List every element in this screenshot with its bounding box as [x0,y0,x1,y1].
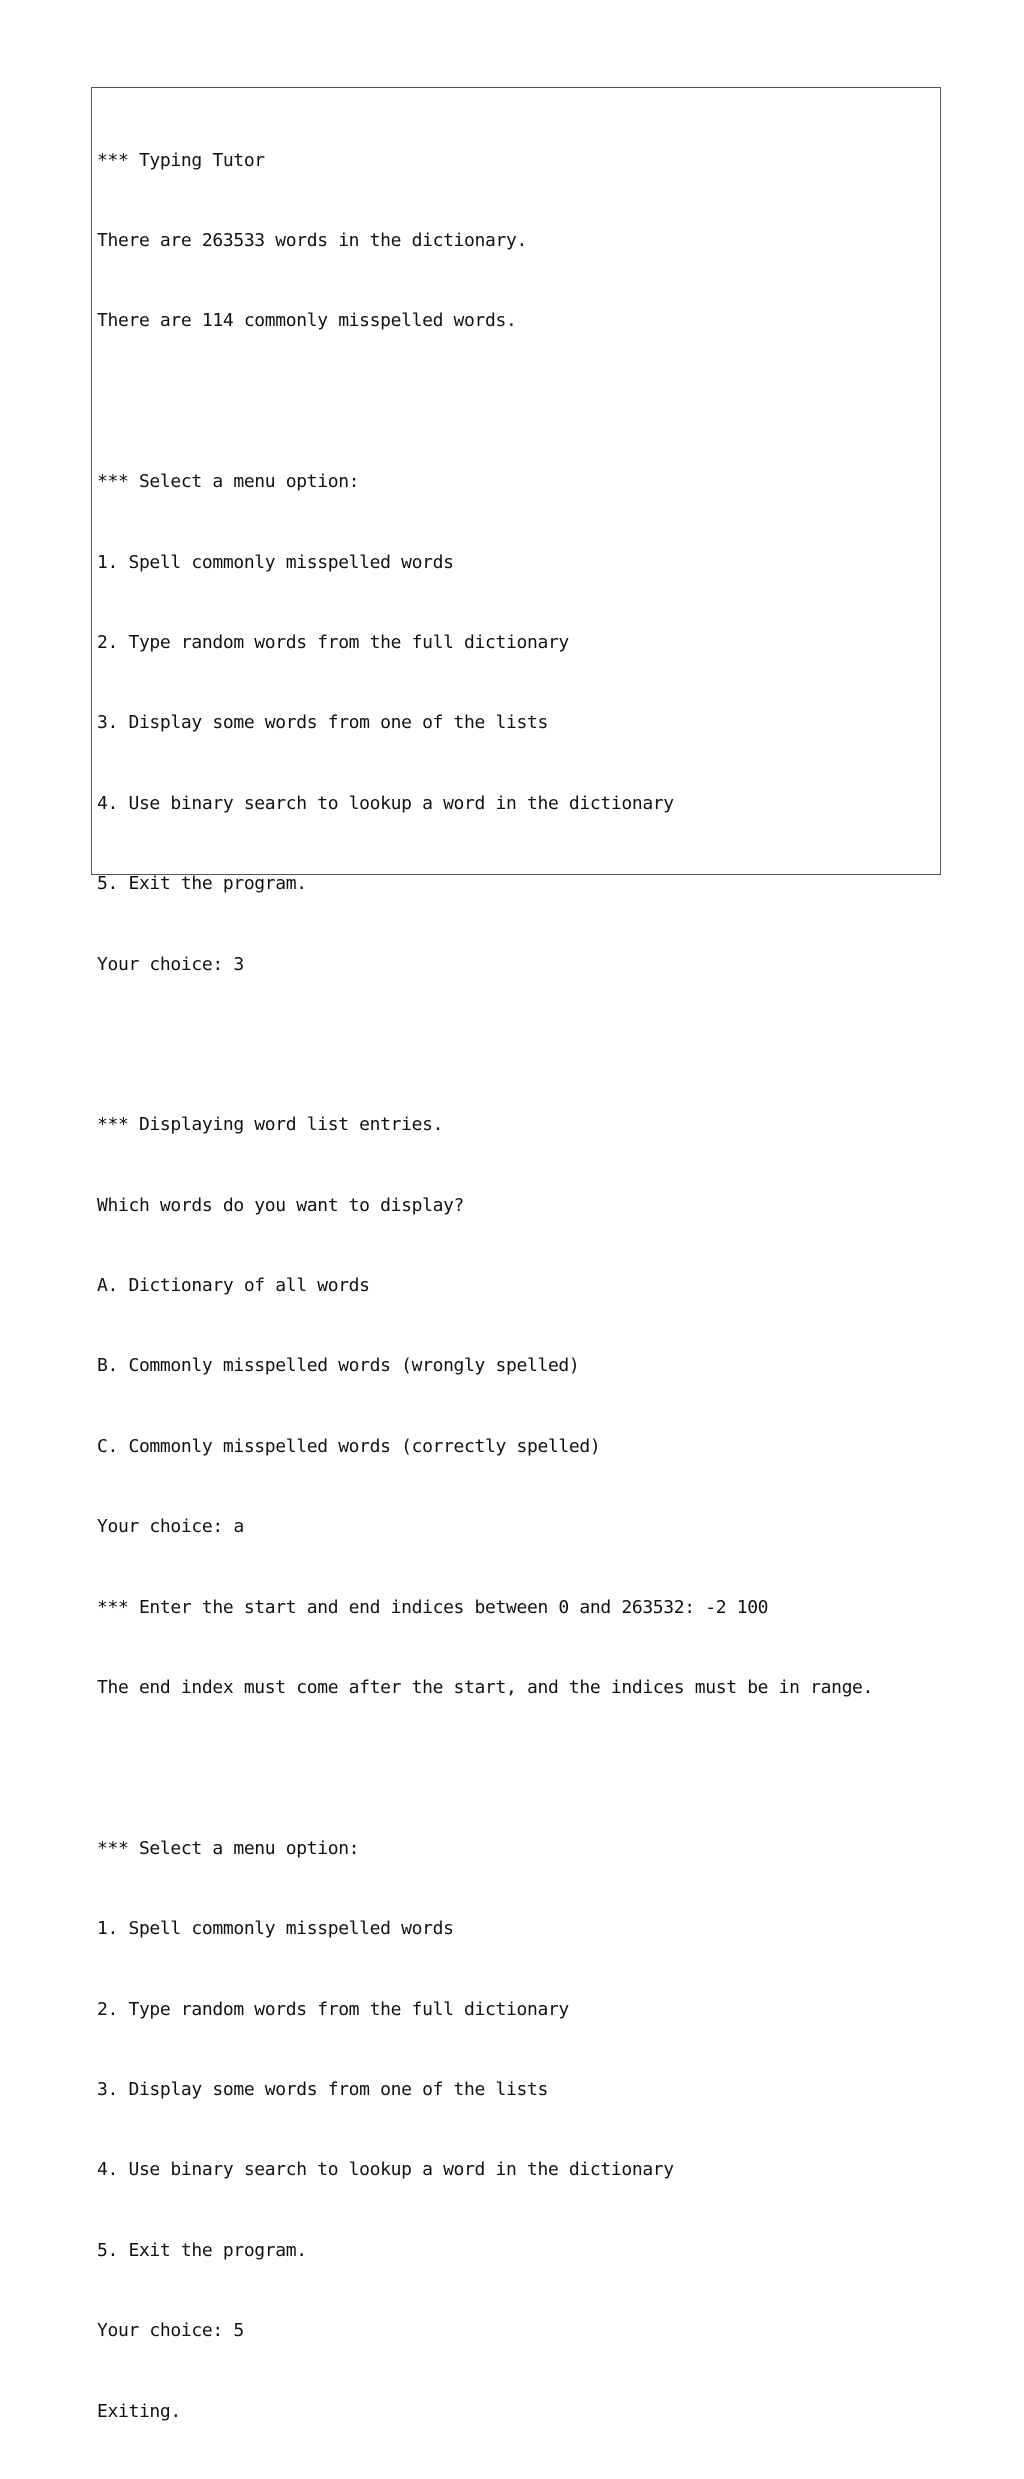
terminal-line: Which words do you want to display? [97,1194,465,1216]
terminal-line: Your choice: 5 [97,2320,244,2342]
terminal-line: 4. Use binary search to lookup a word in the dictionary [97,2159,674,2181]
terminal-line: 3. Display some words from one of the lists [97,712,548,734]
terminal-line: 2. Type random words from the full dictionary [97,1998,569,2020]
terminal-line: *** Typing Tutor [97,149,265,171]
terminal-output-panel [91,87,941,2422]
terminal-line [97,389,873,416]
terminal-line [97,1032,873,1059]
terminal-line: Your choice: a [97,1516,244,1538]
terminal-line: 1. Spell commonly misspelled words [97,1918,454,1940]
terminal-line: 2. Type random words from the full dictionary [97,631,569,653]
terminal-line: There are 263533 words in the dictionary. [97,229,527,251]
terminal-line: B. Commonly misspelled words (wrongly spelled) [97,1355,580,1377]
terminal-line: Exiting. [97,2400,181,2422]
terminal-line: *** Enter the start and end indices between 0 and 263532: -2 100 [97,1596,769,1618]
terminal-text [97,94,873,2479]
terminal-line: 4. Use binary search to lookup a word in the dictionary [97,792,674,814]
terminal-line: 3. Display some words from one of the lists [97,2078,548,2100]
terminal-line: 1. Spell commonly misspelled words [97,551,454,573]
terminal-line [97,1755,873,1782]
terminal-line: Your choice: 3 [97,953,244,975]
terminal-line: 5. Exit the program. [97,2239,307,2261]
terminal-line: C. Commonly misspelled words (correctly spelled) [97,1435,601,1457]
terminal-line: *** Select a menu option: [97,1837,360,1859]
terminal-line: A. Dictionary of all words [97,1275,370,1297]
terminal-line: *** Select a menu option: [97,471,360,493]
terminal-line: 5. Exit the program. [97,873,307,895]
terminal-line: *** Displaying word list entries. [97,1114,444,1136]
terminal-line: The end index must come after the start, and the indices must be in range. [97,1677,874,1699]
terminal-line: There are 114 commonly misspelled words. [97,310,517,332]
